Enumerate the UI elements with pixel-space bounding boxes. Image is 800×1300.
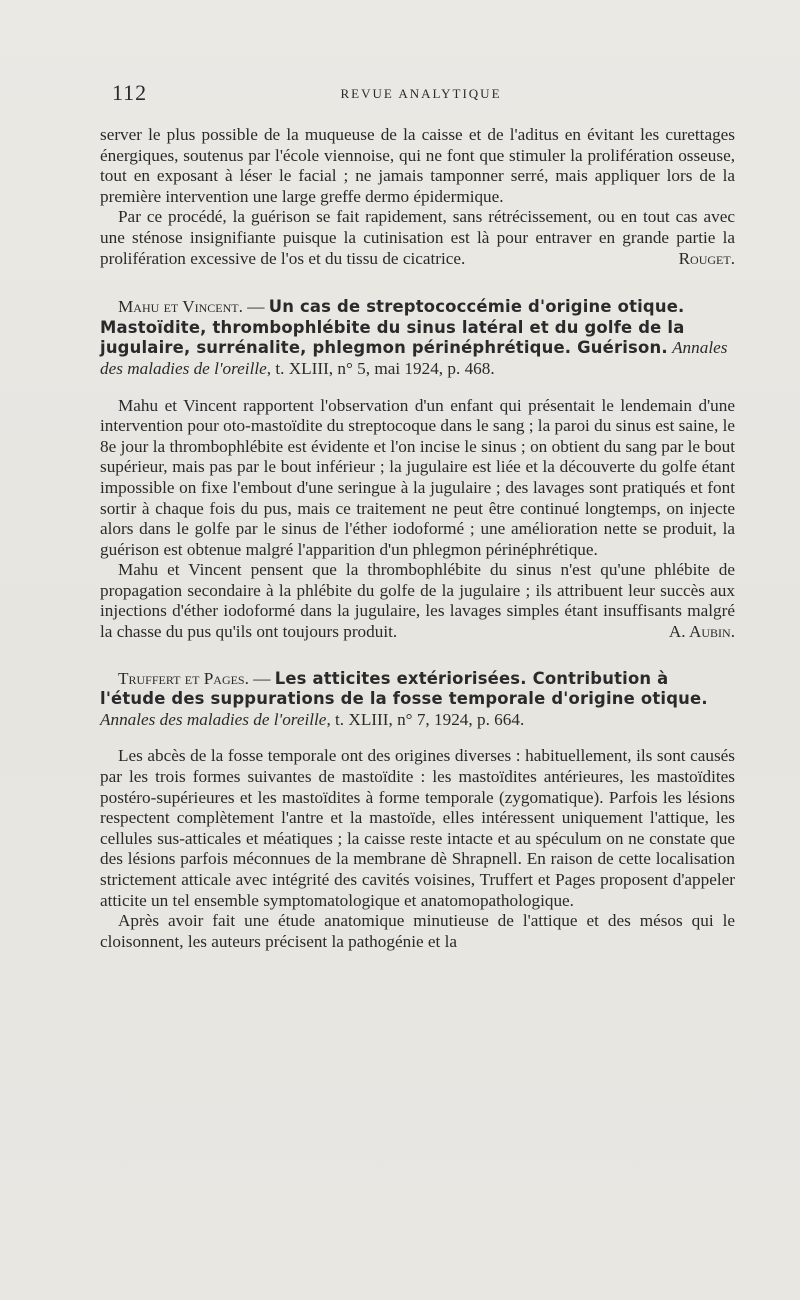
page-content — [100, 125, 735, 952]
title-dash: — — [248, 668, 275, 688]
running-title: REVUE ANALYTIQUE — [340, 86, 502, 101]
body-paragraph — [100, 207, 735, 269]
body-paragraph: Les abcès de la fosse temporale ont des origines diverses : habituellement, ils sont causés par les trois formes suivantes de mastoïdite : les mastoïdites antérieures, les mastoïdites postéro-supérieures et les mastoïdites à forme temporale (zygomatique). Parfois les lésions respectent complètement l'antre et la mastoïde, elles intéressent uniquement l'attique, les cellules sus-atticales et méatiques ; la caisse reste intacte et au spéculum on ne constate que des lésions parfois méconnues de la membrane dè Shrapnell. En raison de cette localisation strictement atticale avec intégrité des cavités voisines, Truffert et Pages proposent d'appeler atticite un tel ensemble symptomatologique et anatomopathologique. — [100, 746, 735, 910]
article-title: Un cas de streptococcémie d'origine otique. Mastoïdite, thrombophlébite du sinus latéral et du golfe de la jugulaire, surrénalite, phlegmon périnéphrétique. Guérison. — [100, 297, 685, 358]
article-reference — [100, 297, 735, 379]
continuation-paragraph: server le plus possible de la muqueuse de la caisse et de l'aditus en évitant les curettages énergiques, soutenus par l'école viennoise, qui ne font que stimuler la prolifération osseuse, tout en exposant à léser le facial ; ne jamais tamponner serré, mais appliquer lors de la première intervention une large greffe dermo épidermique. — [100, 125, 735, 206]
journal-name: Annales des maladies de l'oreille — [100, 709, 327, 729]
body-paragraph: Mahu et Vincent rapportent l'observation d'un enfant qui présentait le lendemain d'une intervention pour oto-mastoïdite du streptocoque dans le sang ; la paroi du sinus est saine, le 8e jour la thrombophlébite est évidente et l'on incise le sinus ; on obtient du sang par le bout supérieur, mais pas par le bout inférieur ; la jugulaire est liée et la découverte du golfe étant impossible on fixe l'embout d'une seringue à la jugulaire ; des lavages sont pratiqués et font sortir à chaque fois du pus, mais ce traitement ne peut être continué longtemps, on injecte alors dans le golfe par le sinus de l'éther iodoformé ; une amélioration nette se produit, la guérison est obtenue malgré l'apparition d'un phlegmon périnéphrétique. — [100, 395, 735, 559]
page-header — [112, 80, 730, 106]
article-title: Les atticites extériorisées. Contribution à l'étude des suppurations de la fosse temporale d'origine otique. — [100, 668, 708, 709]
title-dash: — — [242, 297, 269, 317]
signature: A. Aubin. — [668, 622, 735, 642]
article-authors: Mahu et Vincent. — [118, 297, 243, 317]
page-number: 112 — [112, 80, 148, 105]
journal-name: Annales des maladies de l'oreille — [100, 338, 728, 378]
paragraph-text: Par ce procédé, la guérison se fait rapidement, sans rétrécissement, ou en tout cas avec une sténose insignifiante puisque la cutinisation est là pour entraver en grande partie la prolifération excessive de l'os et du tissu de cicatrice. — [100, 207, 735, 268]
body-paragraph: Après avoir fait une étude anatomique minutieuse de l'attique et des mésos qui le cloisonnent, les auteurs précisent la pathogénie et la — [100, 911, 735, 951]
body-paragraph — [100, 560, 735, 642]
journal-reference: , t. XLIII, n° 7, 1924, p. 664. — [326, 709, 525, 729]
article-reference — [100, 669, 735, 731]
article-authors: Truffert et Pages. — [118, 668, 249, 688]
signature: Rouget. — [678, 248, 735, 268]
paragraph-text: Mahu et Vincent pensent que la thrombophlébite du sinus n'est qu'une phlébite de propagation secondaire à la phlébite du golfe de la jugulaire ; ils attribuent leur succès aux injections d'éther iodoformé dans la jugulaire, les lavages simples étant insuffisants malgré la chasse du pus qu'ils ont toujours produit. — [100, 560, 735, 642]
journal-reference: , t. XLIII, n° 5, mai 1924, p. 468. — [266, 358, 495, 378]
